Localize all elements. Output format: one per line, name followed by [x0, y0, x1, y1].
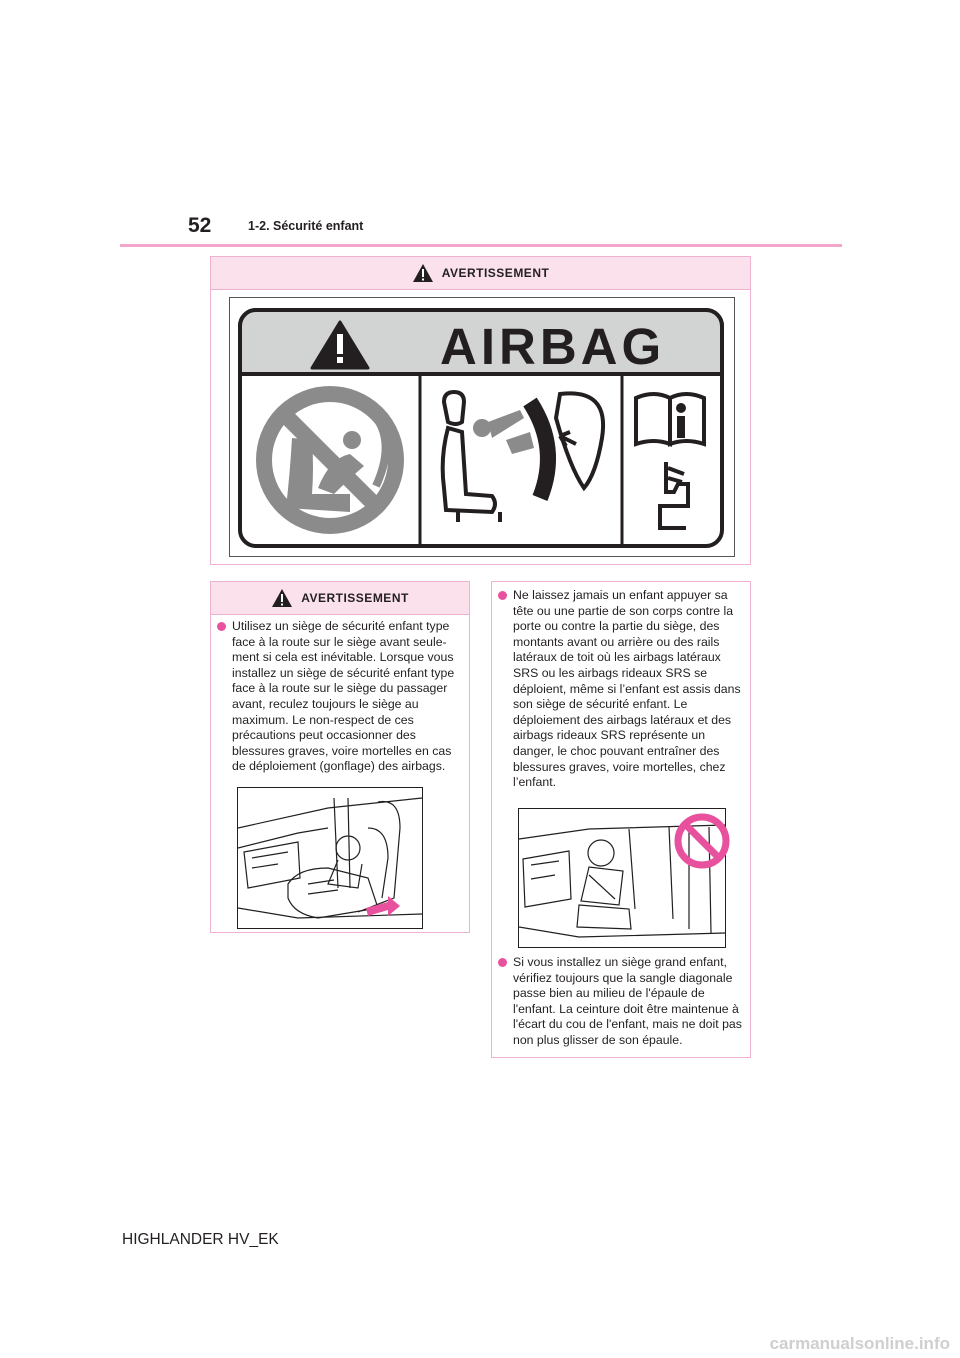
right-bullet-1 [498, 588, 744, 791]
right-bullet-1-text: Ne laissez jamais un enfant appuyer sa tête ou une partie de son corps contre la porte ou contre la partie du siège, des montants avant ou arrière ou des rails latéraux de toit où les airbags latéraux SRS ou les airbags rideaux SRS se déploient, même si l’enfant est assis dans son siège de sécurité enfant. Le déploiement des airbags latéraux et des airbags rideaux SRS représente un danger, le choc pouvant entraîner des blessures graves, voire mortelles, chez l’enfant. [513, 588, 741, 790]
bullet-dot [498, 591, 507, 600]
bullet-dot [498, 958, 507, 967]
left-bullet [217, 619, 463, 775]
section-title: 1-2. Sécurité enfant [248, 219, 364, 233]
header-rule [120, 244, 842, 247]
warning-triangle-icon [412, 263, 434, 283]
right-bullet-2 [498, 955, 744, 1049]
bullet-dot [217, 622, 226, 631]
airbag-title: AIRBAG [440, 318, 666, 375]
warning-header-label: AVERTISSEMENT [301, 591, 409, 605]
warning-header [211, 582, 469, 615]
airbag-warning-box [210, 256, 751, 565]
right-info-box [491, 581, 751, 1058]
airbag-label-frame [229, 297, 735, 557]
child-seat-illustration [237, 787, 423, 929]
left-bullet-text: Utilisez un siège de sécurité enfant type face à la route sur le siège avant seule-ment si cela est inévitable. Lorsque vous installez un siège de sécurité enfant type face à la route sur le siège du passager avant, reculez toujours le siège au maximum. Le non-respect de ces précautions peut occasionner des blessures graves, voire mortelles en cas de déploiement (gonflage) des airbags. [232, 619, 455, 774]
footer-model: HIGHLANDER HV_EK [122, 1231, 279, 1248]
left-warning-box [210, 581, 470, 933]
warning-triangle-icon [271, 588, 293, 608]
watermark: carmanualsonline.info [769, 1334, 950, 1353]
warning-header-label: AVERTISSEMENT [441, 266, 550, 280]
warning-header [211, 257, 750, 290]
right-bullet-2-text: Si vous installez un siège grand enfant, vérifiez toujours que la sangle diagonale passe bien au milieu de l'épaule de l'enfant. La ceinture doit être maintenue à l'écart du cou de l'enfant, mais ne doit pas non plus glisser de son épaule. [513, 955, 742, 1047]
prohibited-icon [672, 811, 732, 871]
page-number: 52 [188, 214, 212, 237]
